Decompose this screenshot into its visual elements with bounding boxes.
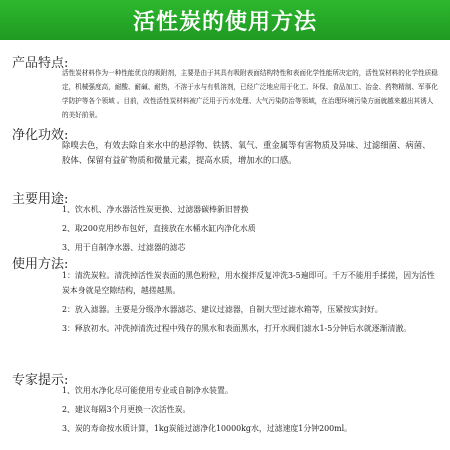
features-heading: 产品特点: (12, 56, 69, 71)
tips-list (62, 381, 442, 438)
uses-list (62, 200, 442, 257)
tips-heading: 专家提示: (12, 373, 69, 388)
features-text: 活性炭材料作为一种性能优良的吸附剂，主要是由于其具有吸附表面结构特性和表面化学性能所决定的，活性炭材料的化学性质稳定，机械强度高，耐酸、耐碱、耐热，不溶于水与有机溶剂，已经广泛地应用于化工、环保、食品加工、冶金、药物精制、军事化学防护等各个领域 。目前，改性活性炭材料被广泛用于污水处理、大气污染防治等领域，在治理环境污染方面就越来越出其诱人的美好前景。 (62, 69, 438, 119)
method-list (62, 268, 442, 336)
method-heading: 使用方法: (12, 257, 69, 272)
purify-text: 除嗅去色，有效去除自来水中的悬浮物、铁锈、氧气、重金属等有害物质及异味、过滤细菌、病菌、胶体、保留有益矿物质和微量元素，提高水质，增加水的口感。 (62, 140, 431, 165)
list-item: 1：清洗炭粒。清洗掉活性炭表面的黑色粉粒，用水搅拌反复冲洗3-5遍即可。千万不能用手揉搓，因为活性炭本身就是空隙结构，越搓越黑。 (62, 271, 435, 295)
uses-heading: 主要用途: (12, 192, 69, 207)
list-item: 1、饮水机、净水器活性炭更换、过滤器碳棒新旧替换 (62, 205, 249, 214)
title-banner (0, 0, 450, 40)
purify-heading: 净化功效: (12, 128, 69, 143)
page-title: 活性炭的使用方法 (132, 9, 317, 35)
list-item: 2、建议每隔3个月更换一次活性炭。 (62, 405, 191, 414)
list-item: 3、炭的寿命按水质计算，1kg炭能过滤净化10000kg水，过滤速度1分钟200ml。 (62, 424, 353, 433)
list-item: 3、用于自制净水器、过滤器的滤芯 (62, 243, 186, 252)
list-item: 3：释放初水。冲洗掉清洗过程中残存的黑水和表面黑水，打开水阀们滤水1-5分钟后水就逐渐清澈。 (62, 324, 412, 333)
list-item: 2：放入滤器。主要是分级净水器滤芯、建议过滤器，自制大型过滤水箱等，压紧按实封好。 (62, 305, 383, 314)
list-item: 2、取200克用纱布包好，直接放在水桶水缸内净化水质 (62, 224, 256, 233)
list-item: 1、饮用水净化尽可能使用专业或自制净水装置。 (62, 386, 233, 395)
